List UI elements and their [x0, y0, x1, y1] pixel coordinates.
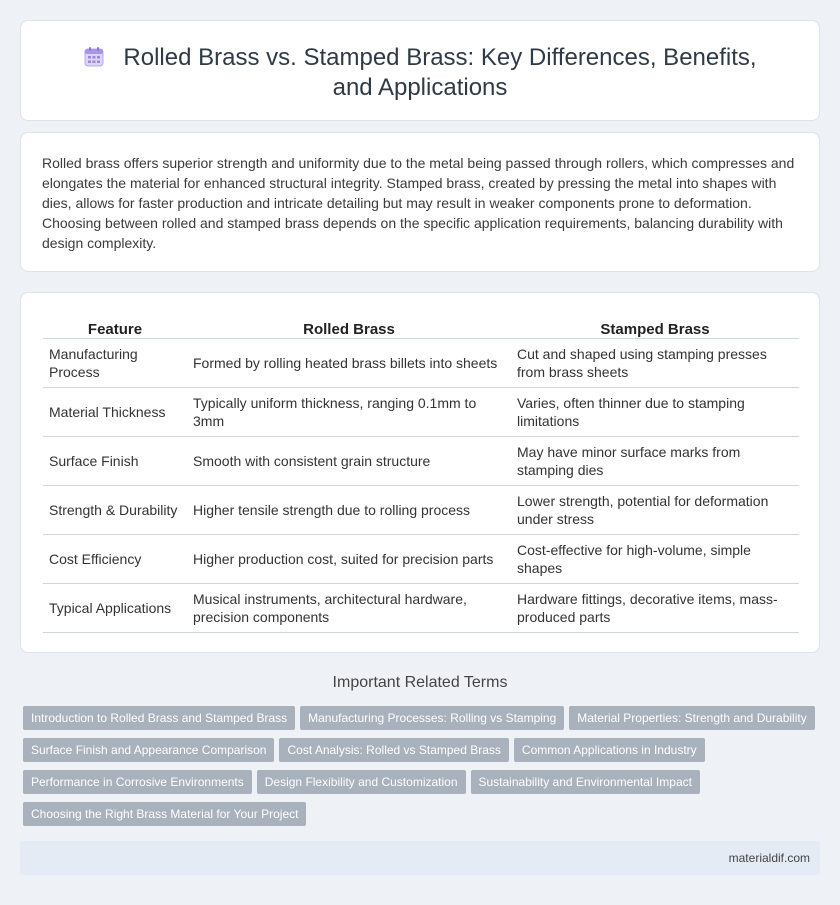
feature-cell: Typical Applications	[43, 583, 187, 632]
comparison-table	[43, 317, 799, 633]
feature-cell: Cost Efficiency	[43, 534, 187, 583]
page-title	[61, 43, 779, 103]
tag-row	[23, 770, 823, 802]
related-term-tag[interactable]: Cost Analysis: Rolled vs Stamped Brass	[279, 738, 508, 762]
feature-cell: Surface Finish	[43, 436, 187, 485]
table-row	[43, 534, 799, 583]
related-terms-heading: Important Related Terms	[332, 674, 508, 691]
stamped-brass-cell: Varies, often thinner due to stamping limitations	[511, 387, 799, 436]
tag-row	[23, 706, 823, 738]
related-term-tag[interactable]: Introduction to Rolled Brass and Stamped Brass	[23, 706, 295, 730]
stamped-brass-cell: Hardware fittings, decorative items, mass-produced parts	[511, 583, 799, 632]
rolled-brass-cell: Smooth with consistent grain structure	[187, 436, 511, 485]
table-header-row	[43, 317, 799, 338]
page-title-text: Rolled Brass vs. Stamped Brass: Key Differences, Benefits, and Applications	[123, 44, 757, 101]
tag-row	[23, 738, 823, 770]
intro-paragraph: Rolled brass offers superior strength and uniformity due to the metal being passed through rollers, which compresses and elongates the material for enhanced structural integrity. Stamped brass, created by pressing the metal into shapes with dies, allows for faster production and intricate detailing but may result in weaker components prone to deformation. Choosing between rolled and stamped brass depends on the specific application requirements, balancing durability with design complexity.	[42, 155, 795, 251]
feature-cell: Strength & Durability	[43, 485, 187, 534]
header-feature: Feature	[43, 317, 187, 338]
calendar-icon	[83, 46, 105, 68]
related-term-tag[interactable]: Material Properties: Strength and Durability	[569, 706, 814, 730]
tag-row	[23, 802, 823, 834]
stamped-brass-cell: Cut and shaped using stamping presses from brass sheets	[511, 338, 799, 387]
table-row	[43, 436, 799, 485]
header-card	[20, 20, 820, 121]
header-rolled-brass: Rolled Brass	[187, 317, 511, 338]
related-term-tag[interactable]: Performance in Corrosive Environments	[23, 770, 252, 794]
related-term-tag[interactable]: Sustainability and Environmental Impact	[471, 770, 700, 794]
feature-cell: Material Thickness	[43, 387, 187, 436]
related-term-tag[interactable]: Surface Finish and Appearance Comparison	[23, 738, 274, 762]
header-stamped-brass: Stamped Brass	[511, 317, 799, 338]
rolled-brass-cell: Musical instruments, architectural hardware, precision components	[187, 583, 511, 632]
related-term-tag[interactable]: Manufacturing Processes: Rolling vs Stamping	[300, 706, 564, 730]
intro-card	[20, 132, 820, 272]
rolled-brass-cell: Typically uniform thickness, ranging 0.1mm to 3mm	[187, 387, 511, 436]
table-row	[43, 583, 799, 632]
table-row	[43, 485, 799, 534]
footer-site-link[interactable]: materialdif.com	[728, 851, 810, 865]
stamped-brass-cell: Cost-effective for high-volume, simple shapes	[511, 534, 799, 583]
feature-cell: Manufacturing Process	[43, 338, 187, 387]
stamped-brass-cell: Lower strength, potential for deformation under stress	[511, 485, 799, 534]
title-wrap	[61, 43, 779, 103]
rolled-brass-cell: Higher tensile strength due to rolling process	[187, 485, 511, 534]
rolled-brass-cell: Higher production cost, suited for precision parts	[187, 534, 511, 583]
related-term-tag[interactable]: Design Flexibility and Customization	[257, 770, 466, 794]
related-term-tag[interactable]: Choosing the Right Brass Material for Your Project	[23, 802, 306, 826]
rolled-brass-cell: Formed by rolling heated brass billets into sheets	[187, 338, 511, 387]
related-term-tag[interactable]: Common Applications in Industry	[514, 738, 705, 762]
stamped-brass-cell: May have minor surface marks from stamping dies	[511, 436, 799, 485]
footer	[20, 841, 820, 875]
related-terms-list	[23, 706, 823, 834]
table-row	[43, 338, 799, 387]
table-row	[43, 387, 799, 436]
comparison-table-card	[20, 292, 820, 653]
